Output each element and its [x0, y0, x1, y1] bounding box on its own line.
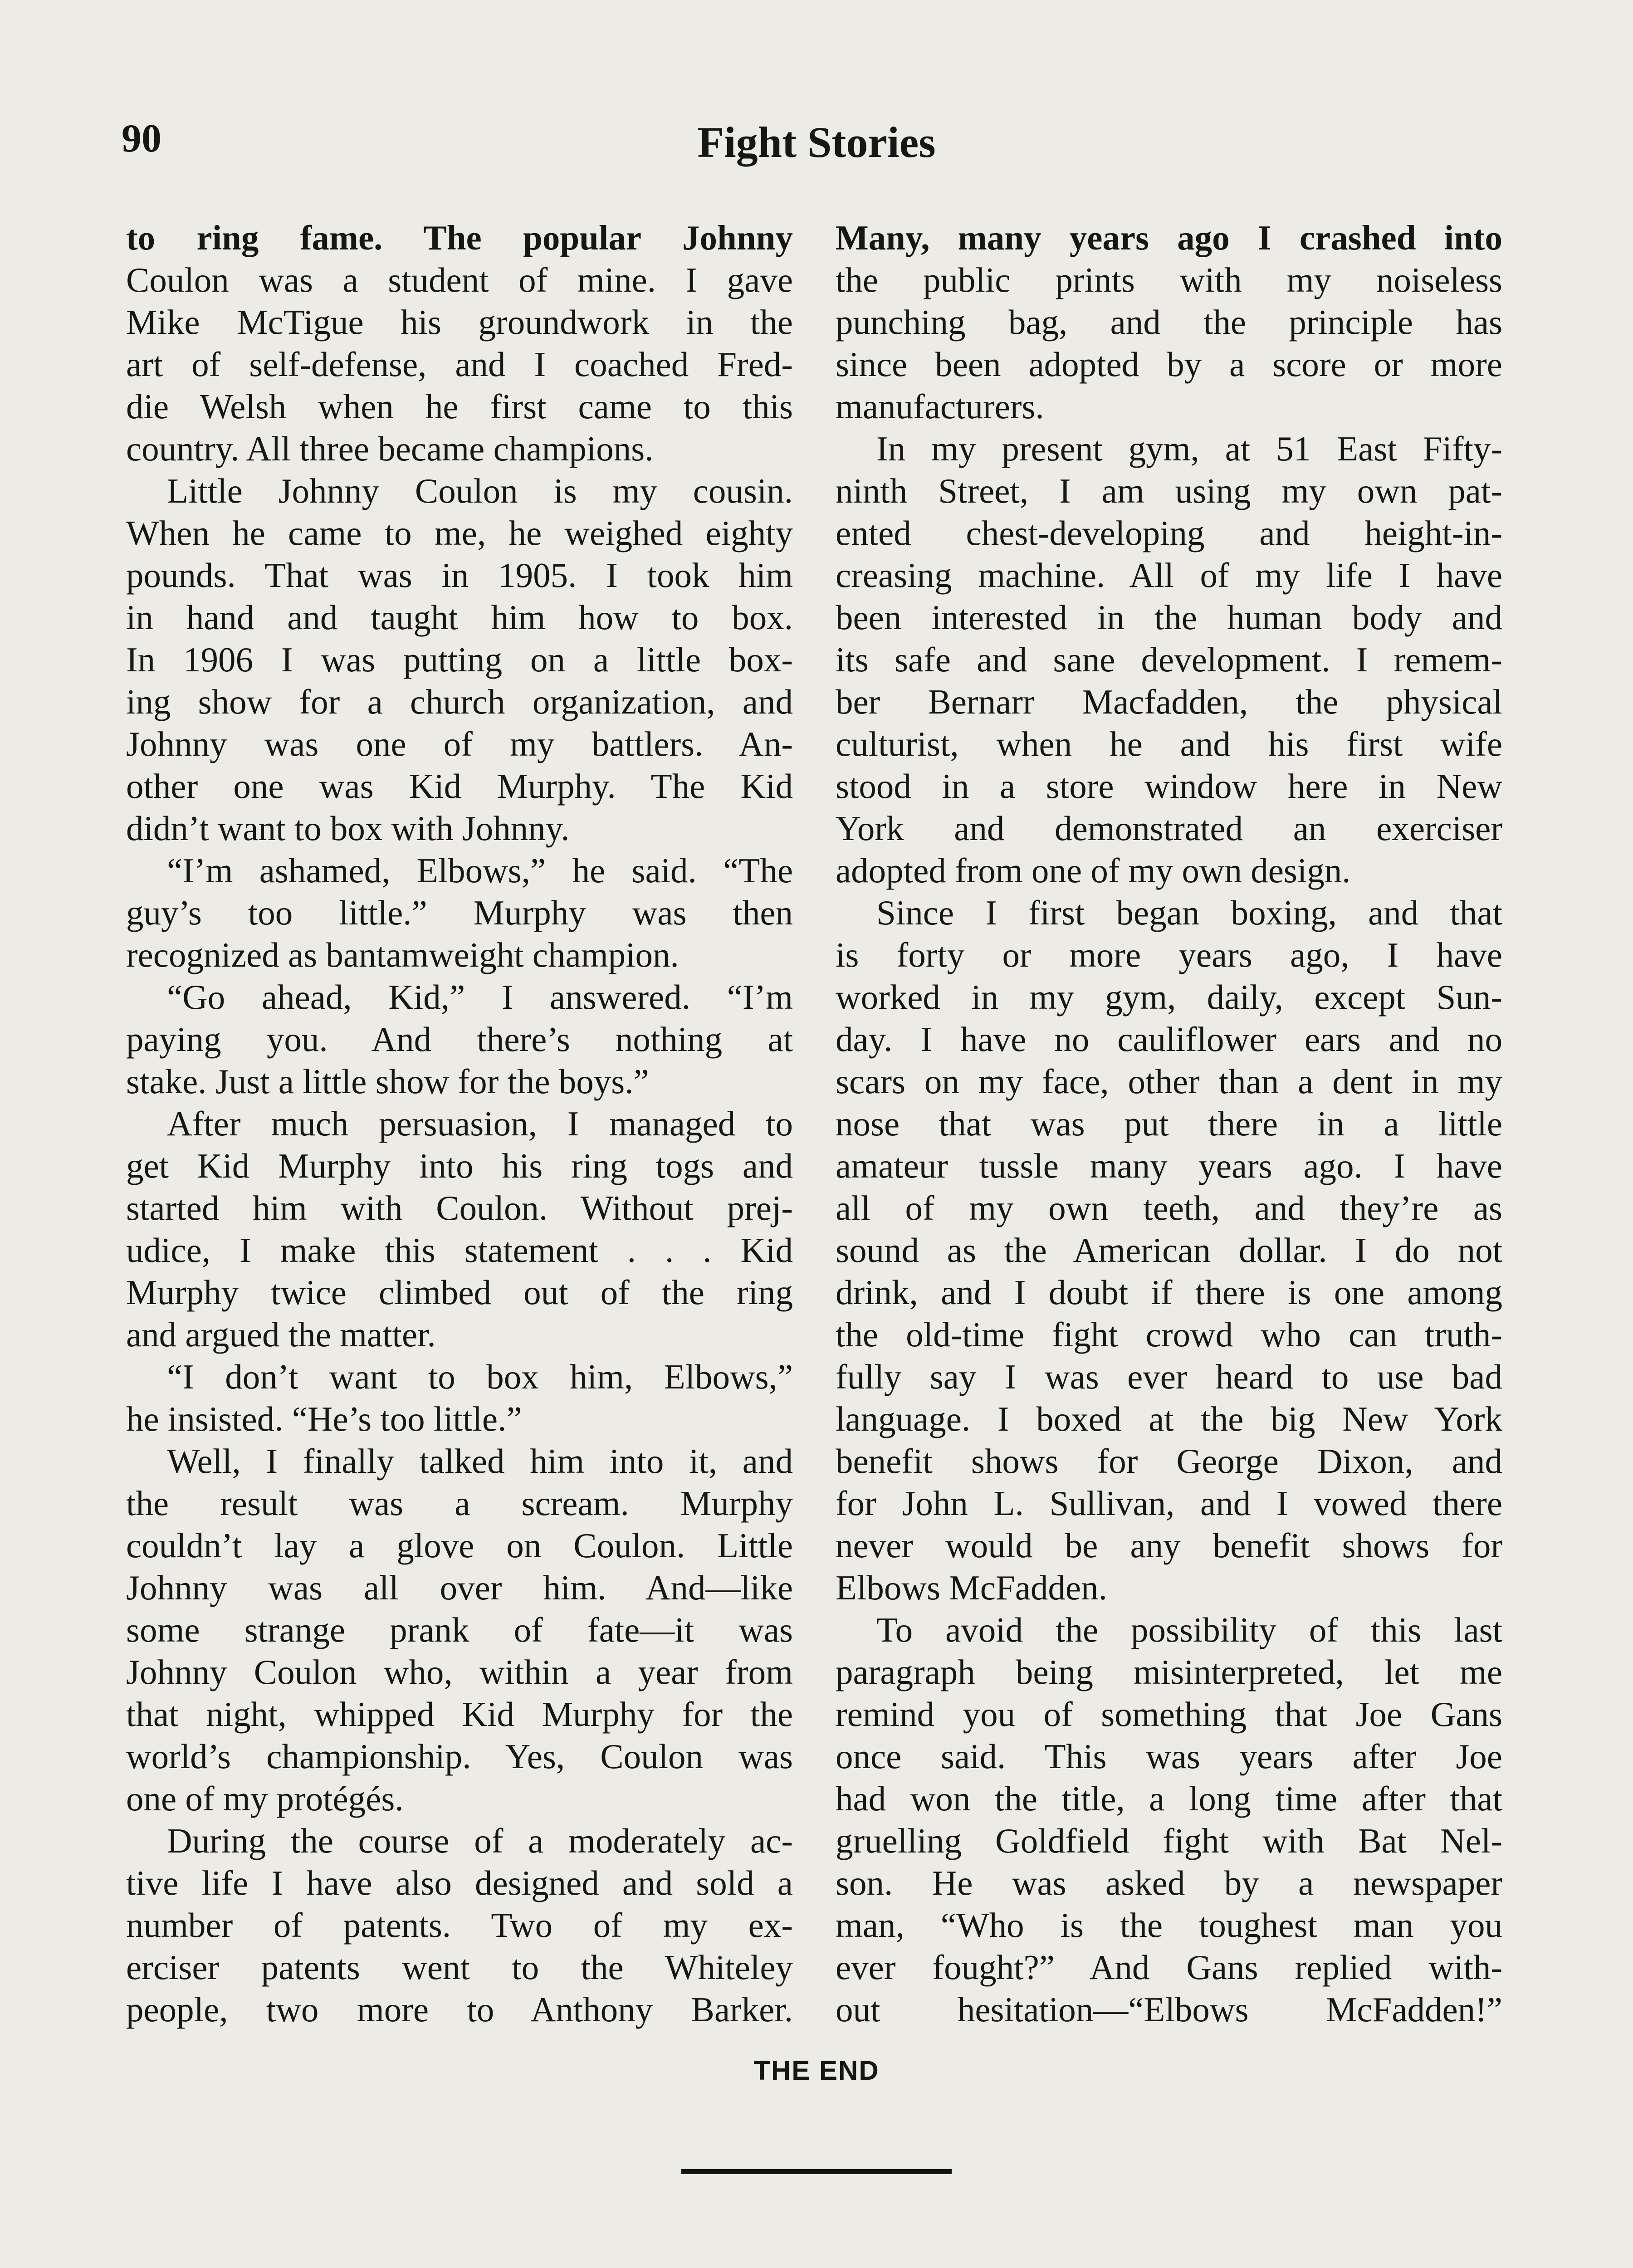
text-line: ber Bernarr Macfadden, the physical [836, 682, 1502, 721]
text-line: manufacturers. [836, 387, 1044, 426]
text-line: the public prints with my noiseless [836, 260, 1502, 299]
text-line: culturist, when he and his first wife [836, 724, 1502, 763]
text-line: didn’t want to box with Johnny. [126, 809, 570, 848]
text-line: the result was a scream. Murphy [126, 1484, 793, 1523]
text-line: fully say I was ever heard to use bad [836, 1357, 1502, 1396]
text-line: gruelling Goldfield fight with Bat Nel- [836, 1821, 1502, 1860]
text-column-left [126, 217, 793, 2031]
text-line: “I don’t want to box him, Elbows,” [167, 1357, 793, 1396]
text-line: Well, I finally talked him into it, and [167, 1442, 793, 1481]
text-line: amateur tussle many years ago. I have [836, 1146, 1502, 1185]
text-line: In 1906 I was putting on a little box- [126, 640, 793, 679]
text-line: Johnny was one of my battlers. An- [126, 724, 793, 763]
text-column-right [836, 217, 1502, 2031]
text-line: since been adopted by a score or more [836, 345, 1502, 384]
text-line: Many, many years ago I crashed into [836, 218, 1502, 257]
text-line: for John L. Sullivan, and I vowed there [836, 1484, 1502, 1523]
text-line: punching bag, and the principle has [836, 303, 1502, 342]
text-line: ing show for a church organization, and [126, 682, 793, 721]
text-line: Murphy twice climbed out of the ring [126, 1273, 793, 1312]
text-line: one of my protégés. [126, 1779, 404, 1818]
text-line: Johnny Coulon who, within a year from [126, 1652, 793, 1691]
text-line: stood in a store window here in New [836, 767, 1502, 806]
text-line: all of my own teeth, and they’re as [836, 1188, 1502, 1227]
text-line: When he came to me, he weighed eighty [126, 513, 793, 552]
text-line: paying you. And there’s nothing at [126, 1020, 793, 1059]
text-line: ented chest-developing and height-in- [836, 513, 1502, 552]
running-head-title: Fight Stories [697, 118, 936, 166]
text-line: die Welsh when he first came to this [126, 387, 793, 426]
text-line: in hand and taught him how to box. [126, 598, 793, 637]
text-line: tive life I have also designed and sold a [126, 1863, 793, 1902]
text-line: been interested in the human body and [836, 598, 1502, 637]
text-line: During the course of a moderately ac- [167, 1821, 793, 1860]
text-line: had won the title, a long time after that [836, 1779, 1502, 1818]
text-line: stake. Just a little show for the boys.” [126, 1062, 649, 1101]
text-line: man, “Who is the toughest man you [836, 1906, 1502, 1945]
text-line: To avoid the possibility of this last [876, 1610, 1502, 1649]
text-line: guy’s too little.” Murphy was then [126, 893, 793, 932]
text-line: paragraph being misinterpreted, let me [836, 1652, 1502, 1691]
text-line: Since I first began boxing, and that [876, 893, 1502, 932]
text-line: ever fought?” And Gans replied with- [836, 1948, 1502, 1987]
text-line: recognized as bantamweight champion. [126, 935, 679, 974]
text-line: to ring fame. The popular Johnny [126, 218, 793, 257]
text-line: erciser patents went to the Whiteley [126, 1948, 793, 1987]
text-line: and argued the matter. [126, 1315, 436, 1354]
text-line: Coulon was a student of mine. I gave [126, 260, 793, 299]
text-line: get Kid Murphy into his ring togs and [126, 1146, 793, 1185]
text-line: remind you of something that Joe Gans [836, 1695, 1502, 1734]
text-line: country. All three became champions. [126, 429, 654, 468]
text-line: After much persuasion, I managed to [167, 1104, 793, 1143]
text-line: out hesitation—“Elbows McFadden!” [836, 1990, 1502, 2029]
text-line: son. He was asked by a newspaper [836, 1863, 1502, 1902]
text-line: its safe and sane development. I remem- [836, 640, 1502, 679]
text-line: that night, whipped Kid Murphy for the [126, 1695, 793, 1734]
text-line: Little Johnny Coulon is my cousin. [167, 471, 793, 510]
text-line: started him with Coulon. Without prej- [126, 1188, 793, 1227]
text-line: nose that was put there in a little [836, 1104, 1502, 1143]
text-line: sound as the American dollar. I do not [836, 1231, 1502, 1270]
text-line: adopted from one of my own design. [836, 851, 1351, 890]
text-line: creasing machine. All of my life I have [836, 556, 1502, 595]
text-line: pounds. That was in 1905. I took him [126, 556, 793, 595]
text-line: once said. This was years after Joe [836, 1737, 1502, 1776]
text-line: “I’m ashamed, Elbows,” he said. “The [167, 851, 793, 890]
text-line: In my present gym, at 51 East Fifty- [876, 429, 1502, 468]
text-line: number of patents. Two of my ex- [126, 1906, 793, 1945]
text-line: day. I have no cauliflower ears and no [836, 1020, 1502, 1059]
the-end-marker: THE END [753, 2055, 880, 2086]
text-line: Johnny was all over him. And—like [126, 1568, 793, 1607]
text-line: “Go ahead, Kid,” I answered. “I’m [167, 978, 793, 1017]
section-divider [681, 2169, 952, 2174]
text-line: is forty or more years ago, I have [836, 935, 1502, 974]
text-line: people, two more to Anthony Barker. [126, 1990, 793, 2029]
text-line: other one was Kid Murphy. The Kid [126, 767, 793, 806]
text-line: the old-time fight crowd who can truth- [836, 1315, 1502, 1354]
text-line: language. I boxed at the big New York [836, 1399, 1502, 1438]
text-line: scars on my face, other than a dent in my [836, 1062, 1502, 1101]
text-line: worked in my gym, daily, except Sun- [836, 978, 1502, 1017]
text-line: some strange prank of fate—it was [126, 1610, 793, 1649]
text-line: he insisted. “He’s too little.” [126, 1399, 522, 1438]
text-line: York and demonstrated an exerciser [836, 809, 1502, 848]
text-line: Elbows McFadden. [836, 1568, 1107, 1607]
text-line: udice, I make this statement . . . Kid [126, 1231, 793, 1270]
page-number: 90 [122, 117, 161, 161]
text-line: world’s championship. Yes, Coulon was [126, 1737, 793, 1776]
text-line: couldn’t lay a glove on Coulon. Little [126, 1526, 793, 1565]
text-line: ninth Street, I am using my own pat- [836, 471, 1502, 510]
text-line: Mike McTigue his groundwork in the [126, 303, 793, 342]
text-line: drink, and I doubt if there is one among [836, 1273, 1502, 1312]
text-line: never would be any benefit shows for [836, 1526, 1502, 1565]
text-line: art of self-defense, and I coached Fred- [126, 345, 793, 384]
text-line: benefit shows for George Dixon, and [836, 1442, 1502, 1481]
